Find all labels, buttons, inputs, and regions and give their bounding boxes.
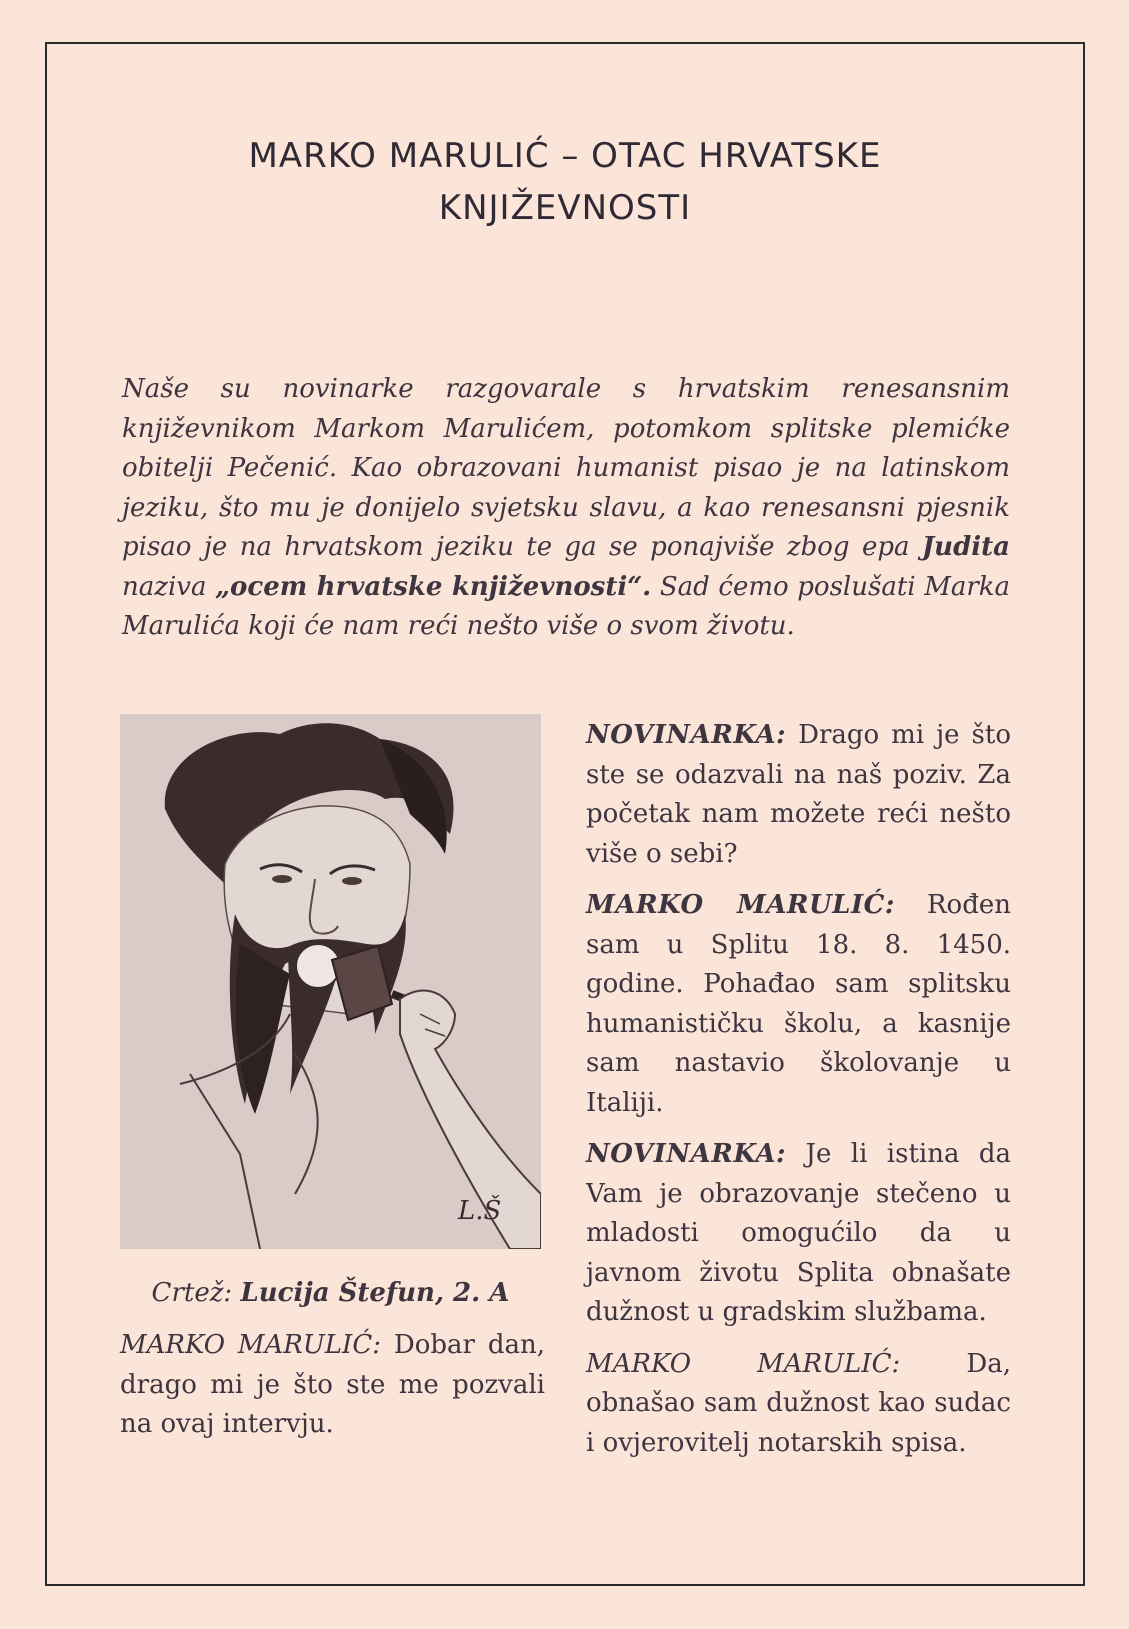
intro-text-before: Naše su novinarke razgovarale s hrvatskim renesansnim književnikom Markom Marulićem, potomkom splitske plemićke obitelji Pečenić. Kao obrazovani humanist pisao je na latinskom jeziku, što mu je donijelo svjetsku slavu, a kao renesansni pjesnik pisao je na hrvatskom jeziku te ga se ponajviše zbog epa — [122, 374, 1010, 562]
speaker-label: MARKO MARULIĆ: — [586, 890, 895, 920]
drawing-caption — [120, 1278, 541, 1308]
caption-author: Lucija Štefun, 2. A — [240, 1278, 510, 1308]
intro-quote: „ocem hrvatske književnosti“. — [215, 571, 652, 602]
speaker-label: MARKO MARULIĆ: — [586, 1348, 901, 1379]
interview-right-column — [586, 716, 1011, 1475]
interview-entry — [120, 1326, 545, 1445]
portrait-drawing — [120, 714, 541, 1249]
entry-text: Drago mi je što ste se odazvali na naš poziv. Za početak nam možete reći nešto više o sebi? — [586, 720, 1011, 869]
intro-epic-name: Judita — [921, 532, 1010, 562]
drawing-signature: L.Š — [458, 1196, 502, 1226]
page-title — [150, 130, 980, 234]
speaker-label: NOVINARKA: — [586, 720, 787, 750]
caption-label: Crtež: — [151, 1278, 241, 1308]
intro-paragraph — [122, 370, 1010, 647]
entry-text: Je li istina da Vam je obrazovanje stečeno u mladosti omogućilo da u javnom životu Splita obnašate dužnost u gradskim službama. — [586, 1139, 1011, 1327]
interview-entry — [586, 886, 1011, 1123]
entry-text: Rođen sam u Splitu 18. 8. 1450. godine. Pohađao sam splitsku humanističku školu, a kasnije sam nastavio školovanje u Italiji. — [586, 890, 1011, 1118]
intro-text-middle: naziva — [122, 571, 216, 602]
speaker-label: NOVINARKA: — [586, 1139, 787, 1169]
interview-entry — [586, 716, 1011, 874]
interview-entry — [586, 1345, 1011, 1464]
interview-entry — [586, 1135, 1011, 1333]
entry-text: Dobar dan, drago mi je što ste me pozvali na ovaj intervju. — [120, 1330, 545, 1439]
title-line-2: KNJIŽEVNOSTI — [438, 188, 692, 228]
speaker-label: MARKO MARULIĆ: — [120, 1330, 381, 1360]
interview-left-column — [120, 1326, 545, 1457]
title-line-1: MARKO MARULIĆ – OTAC HRVATSKE — [248, 136, 882, 176]
intro-text-after: Sad ćemo poslušati Marka Marulića koji će nam reći nešto više o svom životu. — [122, 571, 1011, 641]
entry-text: Da, obnašao sam dužnost kao sudac i ovjerovitelj notarskih spisa. — [586, 1348, 1011, 1458]
